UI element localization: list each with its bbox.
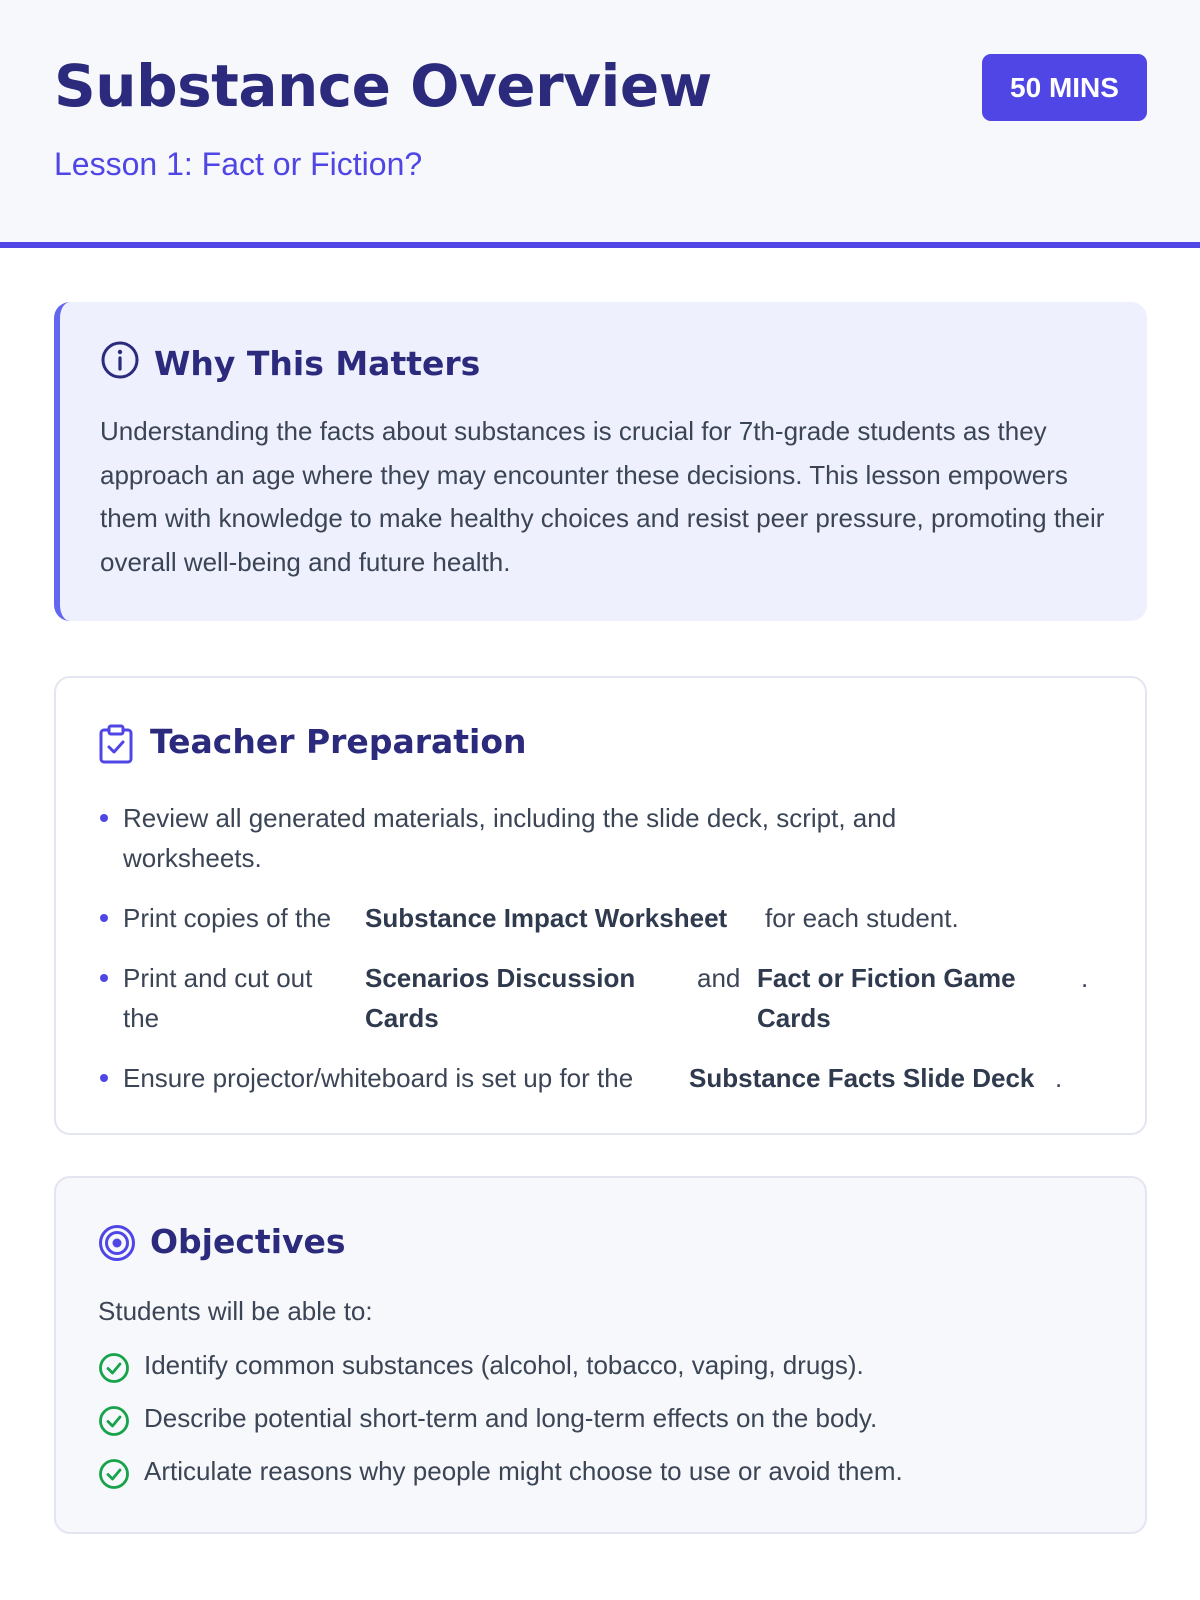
bullet	[100, 974, 108, 982]
why-this-matters-card	[54, 302, 1147, 621]
bullet	[100, 814, 108, 822]
prep-title: Teacher Preparation	[150, 722, 527, 761]
objective-item: Articulate reasons why people might choose to use or avoid them.	[144, 1456, 903, 1486]
info-icon	[100, 340, 140, 380]
prep-item-print-worksheet: Print copies of the Substance Impact Worksheet for each student.	[123, 898, 1123, 938]
why-title: Why This Matters	[154, 344, 481, 383]
objectives-title: Objectives	[150, 1222, 346, 1261]
objective-item: Identify common substances (alcohol, tobacco, vaping, drugs).	[144, 1350, 864, 1380]
bullet	[100, 914, 108, 922]
prep-item-print-cards: Print and cut out the Scenarios Discussion Cards and Fact or Fiction Game Cards .	[123, 958, 1123, 1038]
clipboard-check-icon	[98, 724, 134, 764]
duration-badge: 50 MINS	[982, 54, 1147, 121]
bullet	[100, 1074, 108, 1082]
check-circle-icon	[98, 1352, 130, 1384]
objective-item: Describe potential short-term and long-term effects on the body.	[144, 1403, 878, 1433]
target-icon	[98, 1224, 136, 1262]
prep-item-projector: Ensure projector/whiteboard is set up for the Substance Facts Slide Deck .	[123, 1058, 1123, 1098]
slide-deck-name: Substance Facts Slide Deck	[689, 1063, 1035, 1093]
check-circle-icon	[98, 1458, 130, 1490]
objectives-intro: Students will be able to:	[98, 1296, 373, 1326]
fact-fiction-cards-name: Fact or Fiction Game Cards	[757, 963, 1016, 1033]
lesson-header	[0, 0, 1200, 248]
scenarios-cards-name: Scenarios Discussion Cards	[365, 963, 636, 1033]
why-body: Understanding the facts about substances is crucial for 7th-grade students as they approach an age where they may encounter these decisions. This lesson empowers them with knowledge to make healthy choices and resist peer pressure, promoting their overall well-being and future health.	[100, 416, 1105, 577]
worksheet-name: Substance Impact Worksheet	[365, 903, 728, 933]
teacher-preparation-card	[54, 676, 1147, 1135]
check-circle-icon	[98, 1405, 130, 1437]
page-title: Substance Overview	[54, 52, 712, 120]
prep-item-review: Review all generated materials, including the slide deck, script, and worksheets.	[123, 803, 897, 873]
objectives-card	[54, 1176, 1147, 1534]
lesson-subtitle: Lesson 1: Fact or Fiction?	[54, 146, 423, 182]
